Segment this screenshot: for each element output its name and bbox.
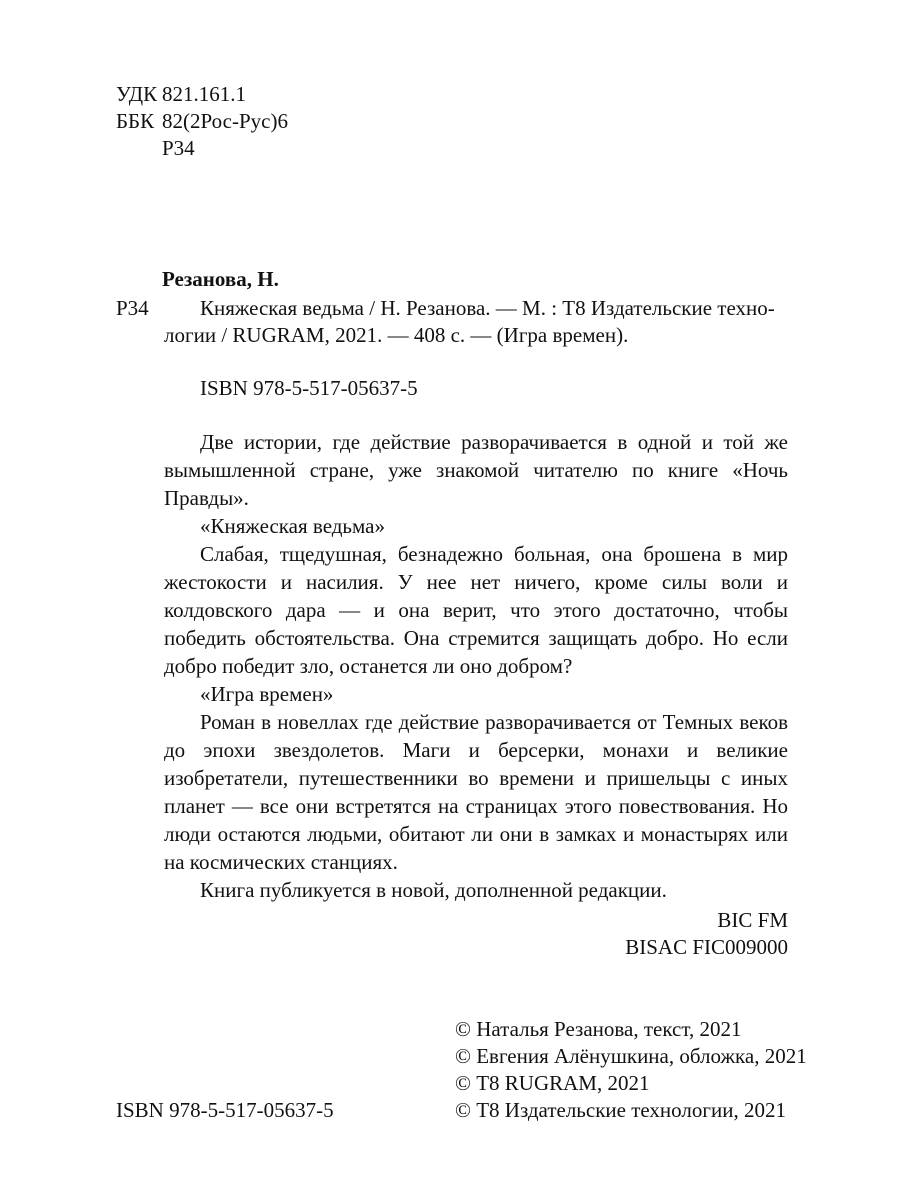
copyright-line: © Евгения Алёнушкина, обложка, 2021 (455, 1044, 807, 1068)
author-heading: Резанова, Н. (162, 267, 279, 291)
copyright-line: © Т8 Издательские технологии, 2021 (455, 1098, 786, 1122)
story-1-title: «Княжеская ведьма» (200, 514, 385, 538)
story-2-title: «Игра времен» (200, 682, 334, 706)
record-line-2: логии / RUGRAM, 2021. — 408 с. — (Игра времен). (164, 323, 629, 347)
bisac-code: BISAC FIC009000 (625, 935, 788, 959)
annotation-closing: Книга публикуется в новой, дополненной редакции. (200, 878, 667, 902)
record-line-1: Княжеская ведьма / Н. Резанова. — М. : Т8 Издательские техно- (200, 296, 775, 320)
udk-value: 821.161.1 (162, 82, 246, 106)
udk-line (116, 80, 246, 108)
copyright-line: © Наталья Резанова, текст, 2021 (455, 1017, 742, 1041)
story-2-text: Роман в новеллах где действие разворачивается от Темных веков до эпохи звездолетов. Маги и берсерки, монахи и великие изобретатели, путешественники во времени и пришельцы с иных планет — все они встретятся на страницах этого повествования. Но люди остаются людьми, обитают ли они в замках и монастырях или на космических станциях. (164, 710, 788, 874)
bbk-label: ББК (116, 109, 155, 133)
author-sign-top: Р34 (162, 136, 195, 160)
bic-code: BIC FM (717, 908, 788, 932)
annotation-intro: Две истории, где действие разворачивается в одной и той же вымышленной стране, уже знакомой читателю по книге «Ночь Правды». (164, 430, 788, 510)
annotation (164, 428, 788, 904)
isbn-record: ISBN 978-5-517-05637-5 (200, 376, 418, 400)
author-sign-side: Р34 (116, 296, 149, 320)
copyright-line: © Т8 RUGRAM, 2021 (455, 1071, 650, 1095)
udk-label: УДК (116, 82, 158, 106)
story-1-text: Слабая, тщедушная, безнадежно больная, она брошена в мир жестокости и насилия. У нее нет ничего, кроме силы воли и колдовского дара — и она верит, что этого достаточно, чтобы победить обстоятельства. Она стремится защищать добро. Но если добро победит зло, останется ли оно добром? (164, 542, 788, 678)
isbn-footer: ISBN 978-5-517-05637-5 (116, 1098, 334, 1122)
bbk-value: 82(2Рос-Рус)6 (162, 109, 288, 133)
bbk-line (116, 107, 288, 135)
